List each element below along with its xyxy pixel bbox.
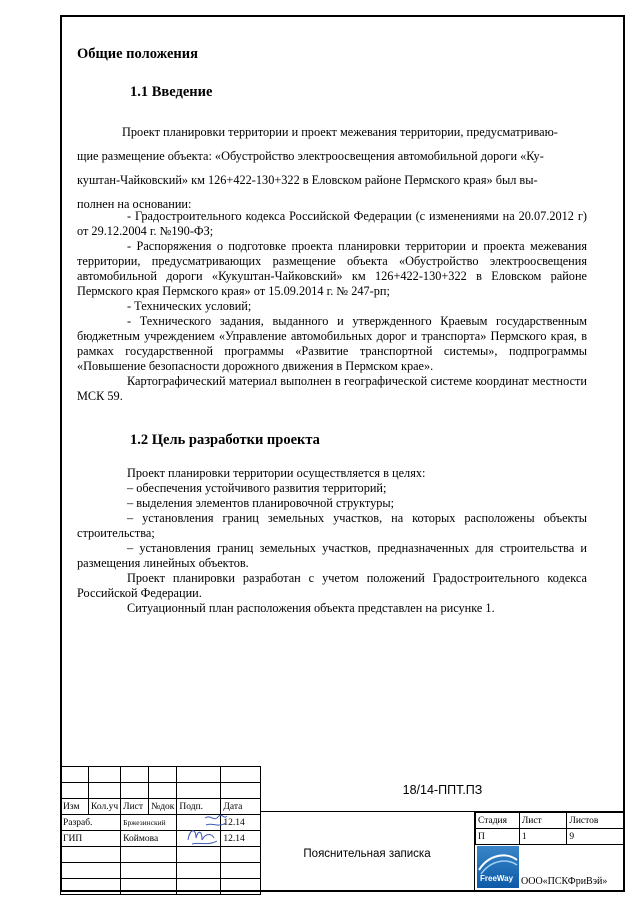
doc-name-area bbox=[260, 812, 475, 892]
sheets-value: 9 bbox=[567, 829, 625, 845]
section-title-goal: 1.2 Цель разработки проекта bbox=[130, 432, 320, 448]
logo-text: FreeWay bbox=[480, 874, 514, 883]
header-cell: Дата bbox=[221, 799, 261, 815]
name-cell: Бржезинский bbox=[121, 815, 177, 831]
date-cell: 12.14 bbox=[221, 831, 261, 847]
header-cell: Кол.уч bbox=[89, 799, 121, 815]
list-item: - Технических условий; bbox=[127, 299, 252, 313]
document-code: 18/14-ППТ.ПЗ bbox=[402, 783, 483, 797]
stage-value: П bbox=[476, 829, 520, 845]
stage-label: Стадия bbox=[476, 813, 520, 829]
header-cell: Изм bbox=[61, 799, 89, 815]
list-item: – выделения элементов планировочной структуры; bbox=[127, 496, 395, 510]
list-item: – обеспечения устойчивого развития территорий; bbox=[127, 481, 387, 495]
header-cell: №док bbox=[149, 799, 177, 815]
name-cell: Коймова bbox=[121, 831, 177, 847]
role-cell: ГИП bbox=[61, 831, 121, 847]
stage-area bbox=[475, 812, 625, 892]
list-item: Проект планировки территории осуществляется в целях: bbox=[127, 466, 426, 480]
revision-table bbox=[60, 766, 261, 895]
basis-list bbox=[77, 209, 587, 404]
sheets-label: Листов bbox=[567, 813, 625, 829]
role-cell: Разраб. bbox=[61, 815, 121, 831]
date-cell: 12.14 bbox=[221, 815, 261, 831]
freeway-logo bbox=[477, 846, 519, 888]
intro-line: куштан-Чайковский» км 126+422-130+322 в Еловском районе Пермского края» был вы- bbox=[77, 173, 538, 187]
list-item: - Технического задания, выданного и утвержденного Краевым государственным бюджетным учреждением «Управление автомобильных дорог и транспорта» Пермского края, в рамках государственной программы «Развитие транспортной системы», подпрограммы «Повышение безопасности дорожного движения в Пермском крае». bbox=[77, 314, 587, 373]
document-name: Пояснительная записка bbox=[303, 848, 431, 860]
list-item: - Распоряжения о подготовке проекта планировки территории и проекта межевания территории, предусматривающих размещение объекта «Обустройство электроосвещения автомобильной дороги «Кукуштан-Чайковский» км 126+422-130+322 в Еловском районе Пермского края Пермского края» от 15.09.2014 г. № 247-рп; bbox=[77, 239, 587, 298]
signature-mark bbox=[184, 826, 220, 848]
stage-table bbox=[475, 812, 625, 845]
list-item: Картографический материал выполнен в географической системе координат местности МСК 59. bbox=[77, 374, 587, 403]
company-name: ООО«ПСКФриВэй» bbox=[521, 876, 608, 887]
list-item: – установления границ земельных участков, предназначенных для строительства и размещения линейных объектов. bbox=[77, 541, 587, 570]
intro-line: Проект планировки территории и проект межевания территории, предусматриваю- bbox=[122, 125, 558, 139]
list-item: Проект планировки разработан с учетом положений Градостроительного кодекса Российской Федерации. bbox=[77, 571, 587, 600]
list-item: Ситуационный план расположения объекта представлен на рисунке 1. bbox=[127, 601, 495, 615]
page-title: Общие положения bbox=[77, 46, 198, 62]
intro-line: щие размещение объекта: «Обустройство электроосвещения автомобильной дороги «Ку- bbox=[77, 149, 544, 163]
title-block bbox=[60, 766, 625, 892]
sheet-label: Лист bbox=[519, 813, 567, 829]
intro-paragraph bbox=[77, 120, 587, 216]
intro-line: полнен на основании: bbox=[77, 197, 192, 211]
section-title-intro: 1.1 Введение bbox=[130, 84, 213, 100]
list-item: - Градостроительного кодекса Российской Федерации (с изменениями на 20.07.2012 г) от 29.12.2004 г. №190-ФЗ; bbox=[77, 209, 587, 238]
list-item: – установления границ земельных участков, на которых расположены объекты строительства; bbox=[77, 511, 587, 540]
header-cell: Подп. bbox=[177, 799, 221, 815]
sheet-value: 1 bbox=[519, 829, 567, 845]
header-cell: Лист bbox=[121, 799, 149, 815]
doc-code-area bbox=[260, 766, 625, 812]
goal-list bbox=[77, 466, 587, 616]
